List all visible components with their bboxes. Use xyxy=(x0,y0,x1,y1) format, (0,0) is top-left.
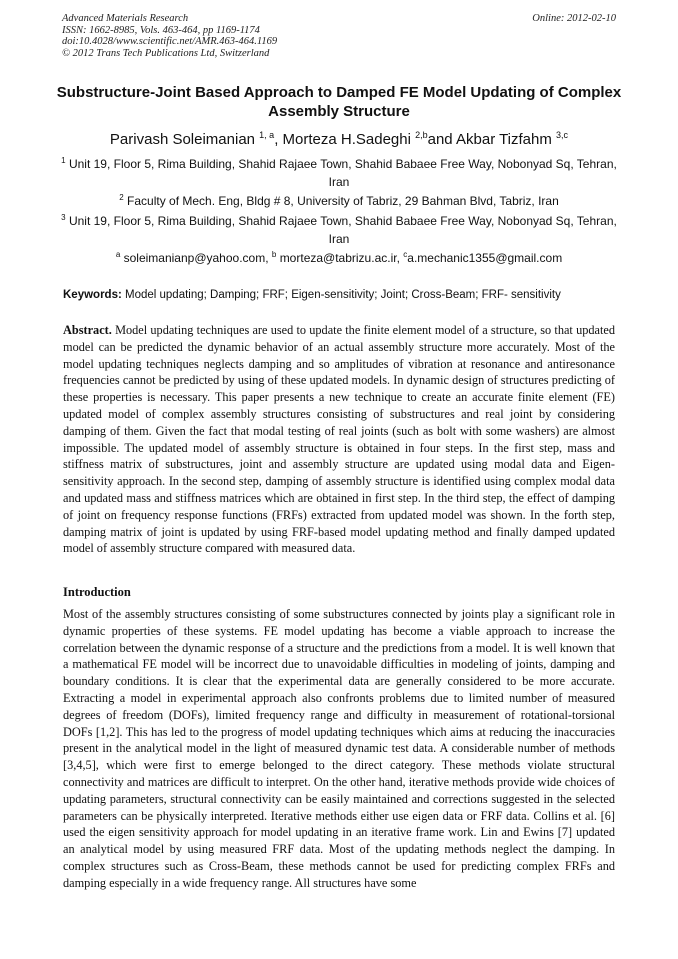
copyright-line: © 2012 Trans Tech Publications Ltd, Switzerland xyxy=(62,47,270,59)
keywords-label: Keywords: xyxy=(63,289,122,301)
online-date: Online: 2012-02-10 xyxy=(532,13,616,24)
journal-name: Advanced Materials Research xyxy=(62,13,189,24)
affiliation-3 xyxy=(50,212,628,248)
email-line xyxy=(50,249,628,267)
abstract-text: Model updating techniques are used to update the finite element model of a structure, so that updated model can be predicted the dynamic behavior of an actual assembly structure more accurately. Most of the model updating techniques neglects damping and so amplitudes of vibration at resonance and antiresonance frequencies cannot be predicted by using of these updated models. In dynamic design of structures predicting of these properties is necessary. This paper presents a new technique to create an accurate finite element (FE) updated model of complex assembly structures consisting of substructures and real joint by considering damping of them. Given the fact that modal testing of real joints (such as bolt with some washers) are almost impossible. The updated model of assembly structure is obtained in four steps. In the first step, mass and stiffness matrix of substructures, joint and assembly structure are updated using modal data and Eigen-sensitivity approach. In the second step, damping of assembly structure is identified using complex modal data and updated mass and stiffness matrices which are obtained in first step. In the third step, the effect of damping of joint on frequency response functions (FRFs) extracted from updated model was shown. In the forth step, damping matrix of joint is updated by using FRF-based model updating method and finally damped updated model of assembly structure compared with measured data. xyxy=(63,323,615,556)
email-address[interactable]: morteza@tabrizu.ac.ir, xyxy=(279,251,400,265)
introduction-paragraph: Most of the assembly structures consisting of some substructures connected by joints play a significant role in dynamic properties of these systems. FE model updating has become a viable approach to increase the correlation between the dynamic response of a structure and the predictions from a model. It is well known that a mathematical FE model will be incorrect due to unavoidable difficulties in modeling of joints, damping and boundary conditions. It is clear that the experimental data are generally considered to be more accurate. Extracting a model in experimental approach also confronts problems due to limited number of measured degrees of freedom (DOFs), limited frequency range and difficulty in measurement of rotational-torsional DOFs [1,2]. This has led to the progress of model updating techniques which aims at reducing the inaccuracies present in the analytical model in the light of measured dynamic test data. A considerable number of methods [3,4,5], which were first to emerge belonged to the direct category. These methods violate structural connectivity and matrices are difficult to interpret. On the other hand, iterative methods provide wide choices of updating parameters, structural connectivity can be easily maintained and corrections suggested in the selected parameters can be physically interpreted. Iterative methods either use eigen data or FRF data. Collins et al. [6] used the eigen sensitivity approach for model updating in an iterative frame work. Lin and Ewins [7] updated an analytical model by using measured FRF data. Most of the updating methods neglect the damping. In complex structures such as Cross-Beam, these methods cannot be used for predicting complex FRFs and damping especially in a wide frequency range. All structures have some xyxy=(63,607,615,890)
author-superscript: 2,b xyxy=(415,130,428,140)
journal-header xyxy=(62,13,616,59)
email-marker: a xyxy=(115,250,121,259)
email-marker: b xyxy=(271,250,277,259)
email-marker: c xyxy=(403,250,408,259)
author-separator: and xyxy=(427,131,456,148)
affiliation-marker: 1 xyxy=(61,156,66,165)
author-name: Akbar Tizfahm xyxy=(456,131,552,148)
author-list xyxy=(30,130,648,149)
author-separator: , xyxy=(274,131,283,148)
keywords-text: Model updating; Damping; FRF; Eigen-sensitivity; Joint; Cross-Beam; FRF- sensitivity xyxy=(125,289,561,301)
email-address[interactable]: a.mechanic1355@gmail.com xyxy=(407,251,563,265)
abstract-label: Abstract. xyxy=(63,323,112,337)
affiliation-1 xyxy=(50,155,628,191)
abstract-paragraph xyxy=(63,322,615,557)
affiliation-marker: 3 xyxy=(61,213,66,222)
email-address[interactable]: soleimanianp@yahoo.com, xyxy=(123,251,269,265)
affiliation-marker: 2 xyxy=(119,193,124,202)
paper-title: Substructure-Joint Based Approach to Damped FE Model Updating of Complex Assembly Structure xyxy=(56,84,622,120)
affiliation-2 xyxy=(50,192,628,210)
author-superscript: 1, a xyxy=(259,130,275,140)
affiliation-text: Faculty of Mech. Eng, Bldg # 8, University of Tabriz, 29 Bahman Blvd, Tabriz, Iran xyxy=(127,194,559,208)
author-superscript: 3,c xyxy=(556,130,569,140)
author-name: Morteza H.Sadeghi xyxy=(282,131,411,148)
issn-line: ISSN: 1662-8985, Vols. 463-464, pp 1169-1174 xyxy=(62,24,260,36)
introduction-heading: Introduction xyxy=(63,585,131,599)
affiliation-text: Unit 19, Floor 5, Rima Building, Shahid Rajaee Town, Shahid Babaee Free Way, Nobonyad Sq, Tehran, Iran xyxy=(68,214,617,246)
keywords-line xyxy=(63,287,623,303)
author-name: Parivash Soleimanian xyxy=(109,131,255,148)
doi-line: doi:10.4028/www.scientific.net/AMR.463-464.1169 xyxy=(62,36,278,48)
affiliation-text: Unit 19, Floor 5, Rima Building, Shahid Rajaee Town, Shahid Babaee Free Way, Nobonyad Sq, Tehran, Iran xyxy=(68,157,617,189)
